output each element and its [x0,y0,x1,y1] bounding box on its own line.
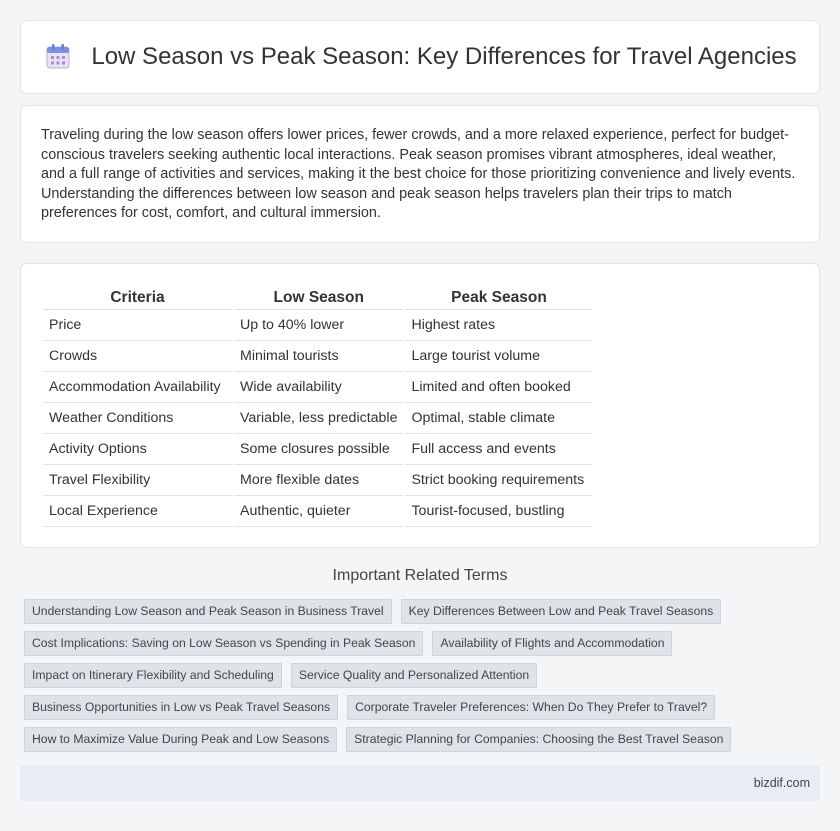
page-title: Low Season vs Peak Season: Key Differences for Travel Agencies [91,43,797,70]
related-term-link[interactable]: Business Opportunities in Low vs Peak Travel Seasons [24,695,338,720]
table-row [43,403,592,434]
table-cell: Weather Conditions [43,403,232,434]
table-cell: Price [43,310,232,341]
table-cell: Authentic, quieter [234,496,403,527]
table-header-row [43,286,592,310]
table-cell: Optimal, stable climate [405,403,592,434]
column-header: Peak Season [405,286,592,310]
related-term-link[interactable]: Impact on Itinerary Flexibility and Scheduling [24,663,282,688]
table-cell: Wide availability [234,372,403,403]
table-cell: Local Experience [43,496,232,527]
tag-row [24,631,824,656]
related-term-link[interactable]: Understanding Low Season and Peak Season in Business Travel [24,599,392,624]
table-cell: Limited and often booked [405,372,592,403]
comparison-card [20,263,820,548]
table-row [43,310,592,341]
column-header: Low Season [234,286,403,310]
table-row [43,372,592,403]
related-term-link[interactable]: Cost Implications: Saving on Low Season vs Spending in Peak Season [24,631,423,656]
table-cell: Large tourist volume [405,341,592,372]
table-cell: Minimal tourists [234,341,403,372]
related-term-link[interactable]: Corporate Traveler Preferences: When Do They Prefer to Travel? [347,695,715,720]
table-cell: Full access and events [405,434,592,465]
footer-site-link[interactable]: bizdif.com [753,776,810,790]
table-cell: Crowds [43,341,232,372]
table-cell: Activity Options [43,434,232,465]
table-row [43,465,592,496]
related-terms-title: Important Related Terms [332,567,508,584]
related-terms-list [24,599,824,759]
header-card [20,20,820,94]
intro-text: Traveling during the low season offers lower prices, fewer crowds, and a more relaxed experience, perfect for budget-conscious travelers seeking authentic local interactions. Peak season promises vibrant atmospheres, ideal weather, and a full range of activities and services, making it the best choice for those prioritizing convenience and lively events. Understanding the differences between low season and peak season helps travelers plan their trips to match preferences for cost, comfort, and cultural immersion. [41,127,796,221]
footer [20,766,820,801]
table-row [43,496,592,527]
table-cell: Accommodation Availability [43,372,232,403]
table-cell: Highest rates [405,310,592,341]
table-row [43,341,592,372]
related-term-link[interactable]: Service Quality and Personalized Attention [291,663,537,688]
tag-row [24,727,824,752]
table-cell: Tourist-focused, bustling [405,496,592,527]
table-cell: Variable, less predictable [234,403,403,434]
table-cell: More flexible dates [234,465,403,496]
related-term-link[interactable]: Key Differences Between Low and Peak Travel Seasons [401,599,722,624]
table-cell: Travel Flexibility [43,465,232,496]
comparison-table [41,286,594,527]
table-cell: Up to 40% lower [234,310,403,341]
related-term-link[interactable]: Strategic Planning for Companies: Choosing the Best Travel Season [346,727,731,752]
table-row [43,434,592,465]
related-term-link[interactable]: How to Maximize Value During Peak and Low Seasons [24,727,337,752]
tag-row [24,599,824,624]
calendar-icon [43,42,73,72]
table-cell: Some closures possible [234,434,403,465]
column-header: Criteria [43,286,232,310]
table-cell: Strict booking requirements [405,465,592,496]
related-term-link[interactable]: Availability of Flights and Accommodation [432,631,672,656]
intro-card [20,105,820,243]
tag-row [24,695,824,720]
tag-row [24,663,824,688]
